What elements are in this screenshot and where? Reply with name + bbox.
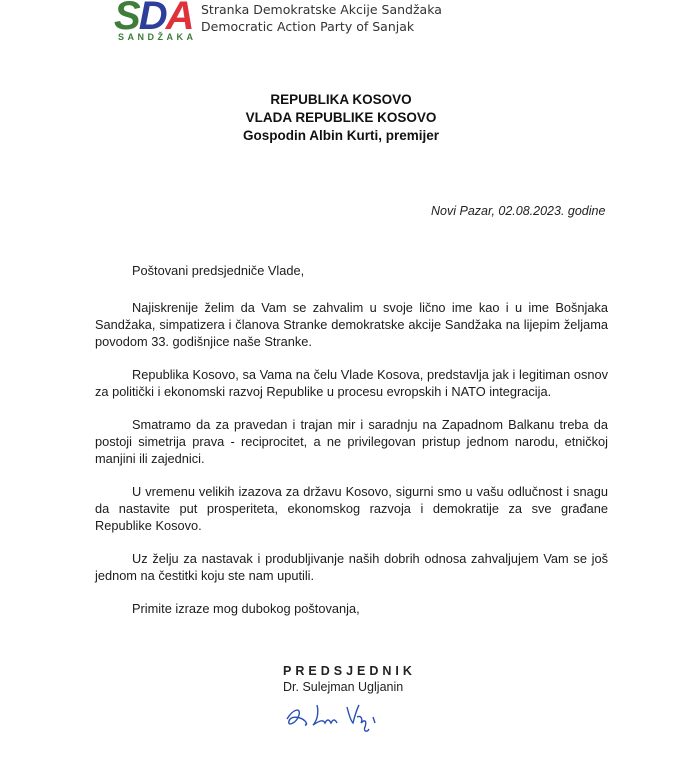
recipient-line: VLADA REPUBLIKE KOSOVO (245, 110, 437, 125)
closing: Primite izraze mog dubokog poštovanja, (132, 601, 360, 616)
org-name (201, 1, 442, 35)
paragraph: Smatramo da za pravedan i trajan mir i saradnju na Zapadnom Balkanu treba da postoji simetrija prava - reciprocitet, a ne privilegovan pristup jednom narodu, etničkoj manjini ili zajednici. (95, 417, 608, 466)
letter-body (95, 262, 608, 633)
paragraph: Republika Kosovo, sa Vama na čelu Vlade Kosova, predstavlja jak i legitiman osnov za politički i ekonomski razvoj Republike u procesu evropskih i NATO integracija. (95, 367, 608, 399)
sda-logo (106, 0, 197, 44)
recipient-block (0, 91, 682, 145)
logo-letters: SDA (114, 0, 193, 38)
paragraph: Uz želju za nastavak i produbljivanje naših dobrih odnosa zahvaljujem Vam se još jednom na čestitki koju ste nam uputili. (95, 551, 608, 583)
org-name-local: Stranka Demokratske Akcije Sandžaka (201, 2, 442, 17)
signature-block (283, 663, 416, 737)
signature-name: Dr. Sulejman Ugljanin (283, 680, 404, 694)
recipient-line: Gospodin Albin Kurti, premijer (242, 128, 439, 143)
greeting: Poštovani predsjedniče Vlade, (132, 263, 305, 278)
paragraph: Najiskrenije želim da Vam se zahvalim u svoje lično ime kao i u ime Bošnjaka Sandžaka, simpatizera i članova Stranke demokratske akcije Sandžaka na lijepim željama povodom 33. godišnjice naše Stranke. (95, 300, 608, 349)
logo-subtext: SANDŽAKA (118, 32, 197, 42)
paragraph: U vremenu velikih izazova za državu Kosovo, sigurni smo u vašu odlučnost i snagu da nastavite put prosperiteta, ekonomskog razvoja i demokratije za sve građane Republike Kosovo. (95, 484, 608, 533)
letter-date: Novi Pazar, 02.08.2023. godine (431, 204, 606, 218)
recipient-line: REPUBLIKA KOSOVO (270, 92, 412, 107)
signature-title: PREDSJEDNIK (283, 664, 416, 678)
handwritten-signature (283, 697, 393, 737)
org-name-english: Democratic Action Party of Sanjak (201, 19, 415, 34)
